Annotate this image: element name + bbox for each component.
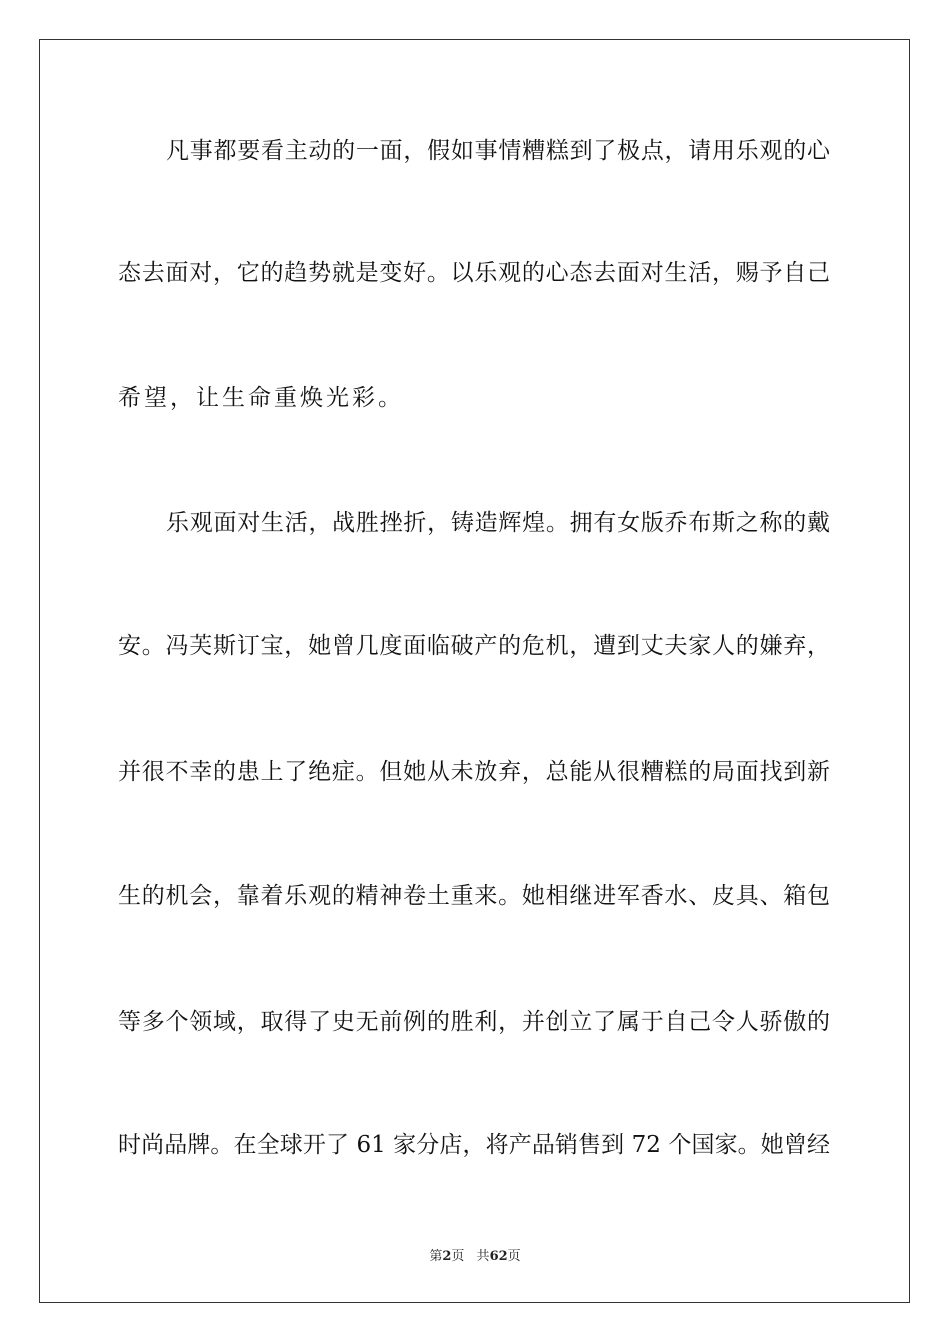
total-prefix: 共 (476, 1249, 490, 1264)
paragraph-1-line-1: 凡事都要看主动的一面，假如事情糟糕到了极点，请用乐观的心 (166, 138, 830, 164)
paragraph-2-line-4: 生的机会，靠着乐观的精神卷土重来。她相继进军香水、皮具、箱包 (118, 883, 830, 909)
paragraph-1-line-2: 态去面对，它的趋势就是变好。以乐观的心态去面对生活，赐予自己 (118, 260, 830, 286)
paragraph-2-line-1: 乐观面对生活，战胜挫折，铸造辉煌。拥有女版乔布斯之称的戴 (166, 510, 830, 536)
page-number: 2 (442, 1249, 452, 1264)
page-prefix: 第 (429, 1249, 443, 1264)
paragraph-2-line-2: 安。冯芙斯订宝，她曾几度面临破产的危机，遭到丈夫家人的嫌弃， (118, 633, 830, 659)
page-suffix: 页 (451, 1249, 465, 1264)
paragraph-2-line-3: 并很不幸的患上了绝症。但她从未放弃，总能从很糟糕的局面找到新 (118, 759, 830, 785)
paragraph-1-line-3: 希望，让生命重焕光彩。 (118, 385, 404, 411)
total-suffix: 页 (507, 1249, 521, 1264)
paragraph-2-line-5: 等多个领域，取得了史无前例的胜利，并创立了属于自己令人骄傲的 (118, 1009, 830, 1035)
paragraph-2-line-6: 时尚品牌。在全球开了 61 家分店，将产品销售到 72 个国家。她曾经 (118, 1132, 830, 1158)
page-indicator (429, 1249, 464, 1264)
page-footer (0, 1248, 950, 1266)
total-indicator (477, 1249, 521, 1264)
total-pages: 62 (489, 1249, 508, 1264)
page-frame (39, 39, 910, 1303)
